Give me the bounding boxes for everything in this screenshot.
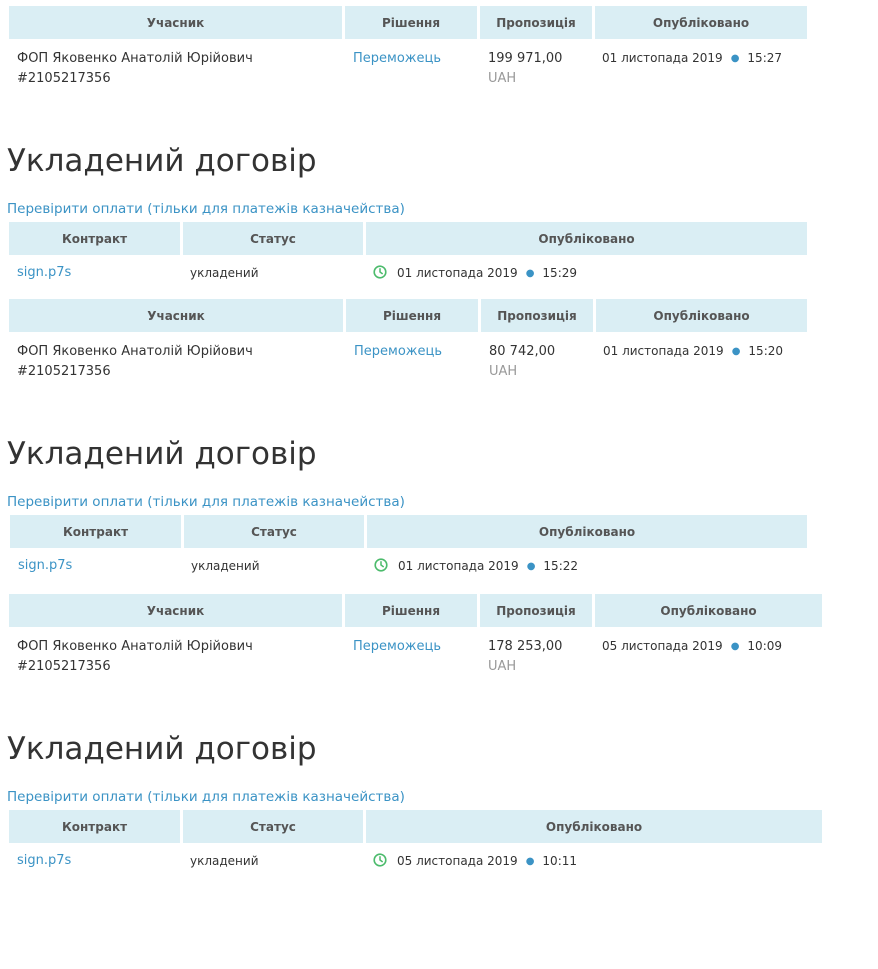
contract-status: укладений (191, 559, 260, 573)
check-payments-link[interactable]: Перевірити оплати (тільки для платежів казначейства) (7, 201, 405, 217)
clock-icon (374, 558, 388, 572)
header-status: Статус (183, 810, 363, 843)
separator-dot: ● (525, 856, 535, 867)
participant-id: #2105217356 (17, 71, 111, 86)
header-decision: Рішення (345, 6, 477, 39)
published-time: 10:09 (747, 639, 783, 653)
participant-name: ФОП Яковенко Анатолій Юрійович (17, 344, 253, 359)
header-participant: Учасник (9, 6, 342, 39)
header-offer: Пропозиція (481, 299, 593, 332)
offer-cell (488, 49, 562, 89)
participant-cell (17, 342, 253, 382)
contract-date: 01 листопада 2019 (398, 559, 519, 573)
offer-amount: 80 742,00 (489, 344, 556, 359)
header-published: Опубліковано (367, 515, 807, 548)
published-time: 15:27 (747, 51, 783, 65)
offer-currency: UAH (488, 71, 517, 86)
contract-status: укладений (190, 854, 259, 868)
published-datetime (602, 48, 782, 69)
section-title: Укладений договір (7, 143, 317, 179)
participant-id: #2105217356 (17, 659, 111, 674)
offer-currency: UAH (489, 364, 518, 379)
participant-cell (17, 49, 253, 89)
award-table (9, 594, 822, 684)
contract-file-link[interactable]: sign.p7s (17, 853, 72, 868)
header-status: Статус (183, 222, 363, 255)
check-payments-link[interactable]: Перевірити оплати (тільки для платежів казначейства) (7, 789, 405, 805)
header-published: Опубліковано (366, 222, 807, 255)
contract-status: укладений (190, 266, 259, 280)
award-table (9, 299, 807, 389)
decision-link[interactable]: Переможець (353, 51, 442, 66)
separator-dot: ● (525, 268, 535, 279)
published-date: 01 листопада 2019 (603, 344, 724, 358)
contract-date: 05 листопада 2019 (397, 854, 518, 868)
header-participant: Учасник (9, 299, 343, 332)
award-table (9, 6, 807, 96)
separator-dot: ● (730, 53, 740, 64)
contract-file-link[interactable]: sign.p7s (18, 558, 73, 573)
header-contract: Контракт (9, 222, 180, 255)
contract-time: 10:11 (542, 854, 578, 868)
header-published: Опубліковано (595, 594, 822, 627)
offer-amount: 178 253,00 (488, 639, 563, 654)
header-offer: Пропозиція (480, 6, 592, 39)
published-date: 01 листопада 2019 (602, 51, 723, 65)
section-title: Укладений договір (7, 436, 317, 472)
contract-published (373, 263, 577, 284)
participant-cell (17, 637, 253, 677)
header-published: Опубліковано (596, 299, 807, 332)
header-contract: Контракт (9, 810, 180, 843)
published-date: 05 листопада 2019 (602, 639, 723, 653)
contract-published (374, 556, 578, 577)
separator-dot: ● (526, 561, 536, 572)
header-published: Опубліковано (366, 810, 822, 843)
offer-cell (488, 637, 562, 677)
offer-currency: UAH (488, 659, 517, 674)
check-payments-link[interactable]: Перевірити оплати (тільки для платежів казначейства) (7, 494, 405, 510)
section-title: Укладений договір (7, 731, 317, 767)
separator-dot: ● (730, 641, 740, 652)
header-decision: Рішення (346, 299, 478, 332)
participant-name: ФОП Яковенко Анатолій Юрійович (17, 639, 253, 654)
header-offer: Пропозиція (480, 594, 592, 627)
published-datetime (603, 341, 783, 362)
participant-name: ФОП Яковенко Анатолій Юрійович (17, 51, 253, 66)
header-published: Опубліковано (595, 6, 807, 39)
clock-icon (373, 853, 387, 867)
header-contract: Контракт (10, 515, 181, 548)
offer-amount: 199 971,00 (488, 51, 563, 66)
contract-time: 15:29 (542, 266, 578, 280)
contract-table (9, 222, 807, 292)
published-datetime (602, 636, 782, 657)
offer-cell (489, 342, 555, 382)
contract-file-link[interactable]: sign.p7s (17, 265, 72, 280)
header-participant: Учасник (9, 594, 342, 627)
contract-table (9, 810, 822, 880)
contract-time: 15:22 (543, 559, 579, 573)
participant-id: #2105217356 (17, 364, 111, 379)
published-time: 15:20 (748, 344, 784, 358)
header-status: Статус (184, 515, 364, 548)
separator-dot: ● (731, 346, 741, 357)
contract-table (10, 515, 807, 585)
clock-icon (373, 265, 387, 279)
contract-date: 01 листопада 2019 (397, 266, 518, 280)
header-decision: Рішення (345, 594, 477, 627)
decision-link[interactable]: Переможець (353, 639, 442, 654)
contract-published (373, 851, 577, 872)
decision-link[interactable]: Переможець (354, 344, 443, 359)
